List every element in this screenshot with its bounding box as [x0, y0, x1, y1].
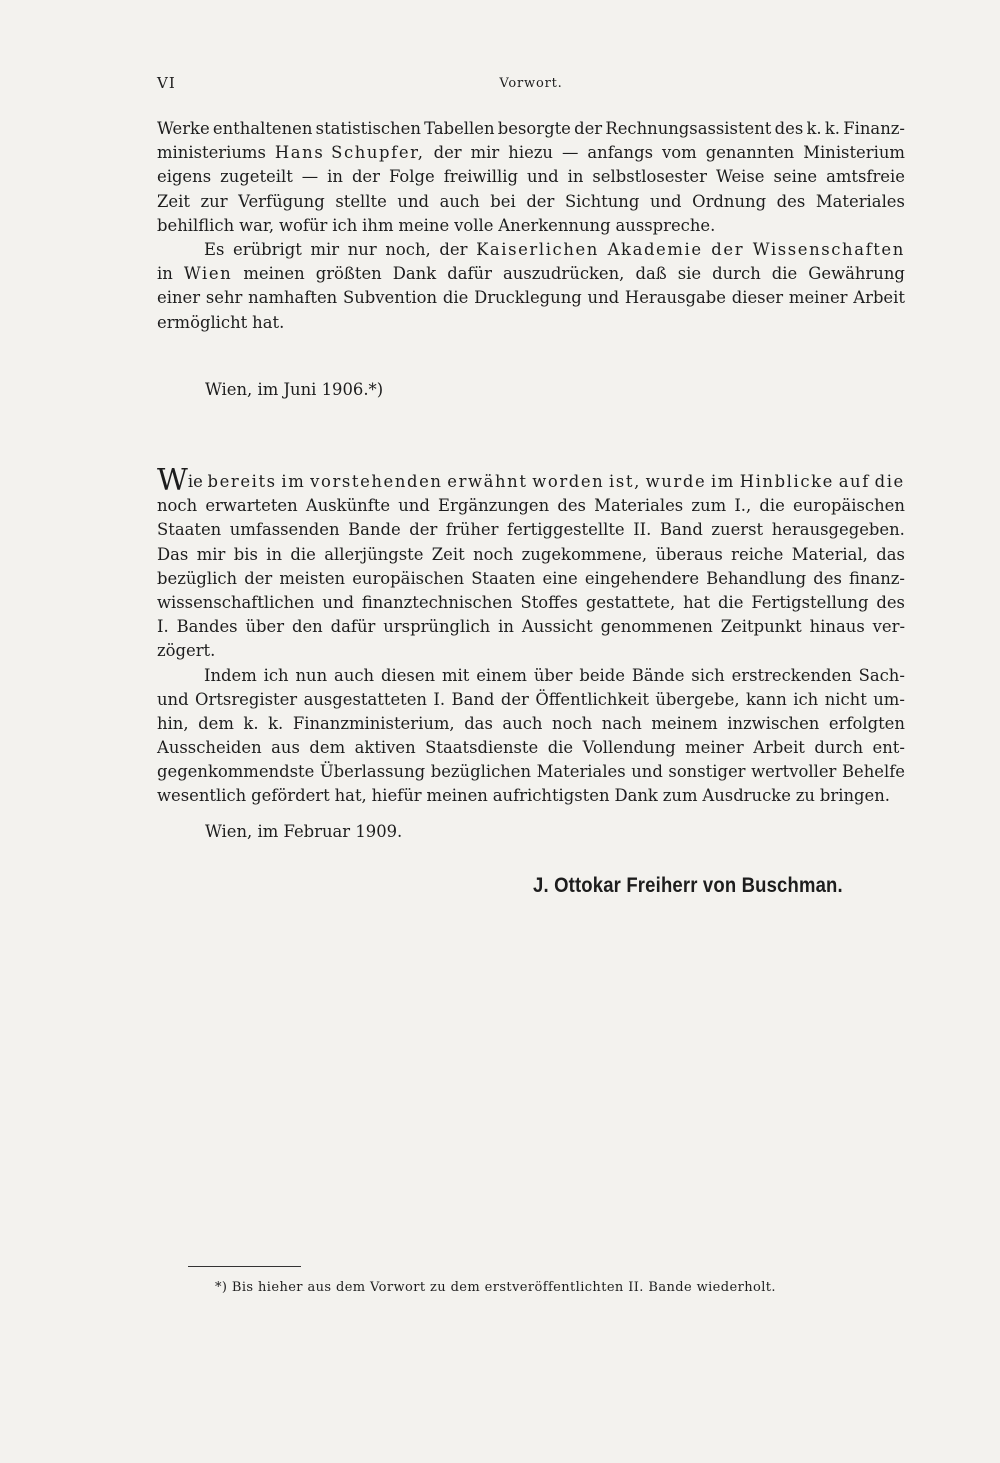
word: eine	[542, 568, 578, 588]
word: gefördert	[251, 786, 330, 806]
word: in	[327, 167, 343, 187]
word: über	[533, 665, 573, 685]
word: im	[281, 472, 306, 491]
word: Akademie	[607, 239, 703, 259]
word: bezüglichen	[430, 762, 532, 782]
word: ent-	[872, 738, 905, 758]
word: auch	[334, 665, 375, 685]
text-line	[157, 165, 905, 189]
word: Staatsdienste	[425, 738, 539, 758]
word: dafür	[447, 264, 492, 284]
word: erwarteten	[205, 496, 298, 516]
word: enthaltenen	[212, 119, 313, 138]
text-line	[157, 518, 905, 542]
word: in	[567, 167, 584, 187]
date-line-1906: Wien, im Juni 1906.*)	[205, 380, 384, 399]
text-line	[157, 463, 905, 498]
word: durch	[814, 738, 864, 758]
word: des	[876, 592, 905, 612]
word: zur	[200, 191, 228, 211]
word: der	[526, 191, 555, 211]
word: I.,	[734, 496, 752, 516]
word: europäischen	[793, 496, 905, 516]
drop-cap-word	[157, 463, 203, 498]
word: über	[245, 617, 285, 637]
word: Bandes	[176, 617, 238, 637]
text-line	[157, 286, 905, 310]
word: ist,	[609, 472, 641, 491]
word: k.	[806, 119, 822, 138]
word: der	[439, 239, 468, 259]
drop-cap: W	[157, 463, 188, 498]
word: meine	[398, 215, 450, 235]
text-line	[157, 567, 905, 591]
word: Staaten	[157, 520, 222, 540]
word: —	[561, 143, 579, 163]
word: bezüglich	[157, 568, 238, 588]
word: dem	[198, 713, 234, 733]
word: größten	[315, 264, 382, 284]
word: der	[409, 520, 438, 540]
word: herausgegeben.	[771, 520, 905, 540]
word: auch	[502, 713, 543, 733]
text-line	[157, 190, 905, 214]
word: und	[157, 689, 189, 709]
word: Anerkennung	[498, 215, 611, 235]
text-line	[157, 664, 905, 688]
text-line	[157, 639, 905, 663]
word: sich	[691, 665, 725, 685]
word: und	[397, 191, 430, 211]
word: nur	[347, 239, 377, 259]
word: gegenkommendste	[157, 762, 315, 782]
word: einer	[157, 288, 201, 308]
word: Überlassung	[319, 762, 426, 782]
word: ich	[332, 215, 358, 235]
word: Drucklegung	[474, 288, 582, 308]
word: Dank	[614, 786, 658, 806]
word: die	[771, 264, 798, 284]
word: ich	[263, 665, 289, 685]
preface-section-1906	[157, 117, 905, 335]
word: zu	[795, 786, 815, 806]
word: I.	[433, 689, 446, 709]
word: ver-	[872, 617, 905, 637]
word: Rechnungsassistent	[605, 119, 772, 138]
word: Ministerium	[803, 143, 905, 163]
word: Vollendung	[582, 738, 676, 758]
word: Staaten	[471, 568, 536, 588]
word: zugekommene,	[521, 544, 648, 564]
word: anfangs	[587, 143, 654, 163]
word: Fertigstellung	[751, 592, 869, 612]
word: Hans Schupfer,	[274, 143, 425, 163]
word: europäischen	[352, 568, 465, 588]
word: die	[442, 288, 469, 308]
word: finanztechnischen	[361, 592, 513, 612]
text-line	[157, 262, 905, 286]
word: hat,	[334, 786, 367, 806]
word: Band	[451, 689, 495, 709]
word: noch	[552, 713, 593, 733]
word: hiezu	[508, 143, 553, 163]
word: Ergänzungen	[438, 496, 550, 516]
word: auch	[439, 191, 480, 211]
word: stellte	[335, 191, 387, 211]
word: bringen.	[819, 786, 890, 806]
word: ausgestatteten	[303, 689, 427, 709]
text-line	[157, 117, 905, 141]
text-line	[157, 311, 905, 335]
word: ausspreche.	[615, 215, 716, 235]
word: aufrichtigsten	[492, 786, 610, 806]
word: Materiales	[536, 762, 626, 782]
word: ich	[793, 689, 819, 709]
word: meisten	[279, 568, 346, 588]
word: mir	[470, 143, 500, 163]
page-header	[157, 74, 905, 98]
word: Zeit	[431, 544, 465, 564]
word: Sach-	[858, 665, 905, 685]
word: erstreckenden	[731, 665, 852, 685]
word: k.	[824, 119, 841, 138]
word: Material,	[791, 544, 868, 564]
word: früher	[445, 520, 499, 540]
word: ursprünglich	[383, 617, 491, 637]
word: Das	[157, 544, 189, 564]
word: zögert.	[157, 641, 216, 661]
word: bereits	[207, 472, 277, 491]
word: bis	[233, 544, 258, 564]
word: Ausscheiden	[157, 738, 262, 758]
word: hiefür	[371, 786, 422, 806]
word: umfassenden	[229, 520, 340, 540]
text-line	[157, 238, 905, 262]
word: Band	[659, 520, 703, 540]
word: ministeriums	[157, 143, 266, 163]
word: wissenschaftlichen	[157, 592, 315, 612]
word: Dank	[392, 264, 437, 284]
word: des	[774, 119, 804, 138]
word: meinen	[243, 264, 305, 284]
word: genommenen	[600, 617, 713, 637]
word: mit	[441, 665, 470, 685]
word: volle	[454, 215, 494, 235]
word: Sichtung	[564, 191, 640, 211]
word: wofür	[279, 215, 328, 235]
word: II.	[633, 520, 652, 540]
word: auszudrücken,	[503, 264, 625, 284]
word: der	[574, 119, 603, 138]
word: Finanzministerium,	[292, 713, 455, 733]
word: zum	[662, 786, 698, 806]
word: ermöglicht	[157, 312, 248, 332]
word: Ortsregister	[195, 689, 298, 709]
word: eingehendere	[584, 568, 700, 588]
word: und	[649, 191, 682, 211]
word: der	[711, 239, 745, 259]
word: Materiales	[815, 191, 905, 211]
word: bei	[490, 191, 516, 211]
word: —	[301, 167, 319, 187]
word: zuerst	[711, 520, 764, 540]
word: Tabellen	[424, 119, 495, 138]
word: Hinblicke	[739, 472, 834, 491]
author-signature: J. Ottokar Freiherr von Buschman.	[533, 873, 843, 897]
word: noch	[157, 496, 198, 516]
word: allerjüngste	[324, 544, 424, 564]
word: Bände	[631, 665, 685, 685]
word: wertvoller	[751, 762, 837, 782]
word: Subvention	[343, 288, 438, 308]
footnote-divider	[188, 1266, 301, 1267]
word: die	[547, 738, 574, 758]
word: aktiven	[354, 738, 416, 758]
text-line	[157, 141, 905, 165]
word: erwähnt	[447, 472, 528, 491]
word: daß	[635, 264, 667, 284]
word: in	[266, 544, 283, 564]
text-line	[157, 543, 905, 567]
text-line	[157, 760, 905, 784]
word: Bande	[348, 520, 401, 540]
word: Verfügung	[238, 191, 325, 211]
date-line-1909: Wien, im Februar 1909.	[205, 822, 403, 841]
word: erfolgten	[828, 713, 905, 733]
word: Behandlung	[706, 568, 807, 588]
word: Aussicht	[521, 617, 593, 637]
word: der	[244, 568, 273, 588]
word: Öffentlichkeit	[535, 689, 649, 709]
running-head: Vorwort.	[499, 76, 563, 91]
word: sie	[677, 264, 702, 284]
word: Auskünfte	[305, 496, 391, 516]
word: meinem	[651, 713, 718, 733]
word: behilflich	[157, 215, 235, 235]
word: und	[398, 496, 430, 516]
word: dieser	[731, 288, 784, 308]
word: k.	[268, 713, 284, 733]
word: durch	[712, 264, 761, 284]
word: in	[157, 264, 173, 284]
word: hat	[683, 592, 711, 612]
word: kann	[746, 689, 787, 709]
text-line	[157, 591, 905, 615]
word: übergebe,	[655, 689, 740, 709]
word: dafür	[330, 617, 376, 637]
word: I.	[157, 617, 169, 637]
word: meiner	[685, 738, 744, 758]
text-line	[157, 736, 905, 760]
word: Wissenschaften	[752, 239, 905, 259]
word: vorstehenden	[310, 472, 443, 491]
word: worden	[532, 472, 605, 491]
word: noch	[473, 544, 514, 564]
word: die	[759, 496, 785, 516]
word: Zeit	[157, 191, 190, 211]
text-line	[157, 712, 905, 736]
word: Folge	[388, 167, 435, 187]
word: im	[710, 472, 735, 491]
word: diesen	[381, 665, 436, 685]
text-line	[157, 214, 905, 238]
word: hinaus	[809, 617, 865, 637]
word: statistischen	[315, 119, 421, 138]
word: nicht	[824, 689, 867, 709]
word: das	[464, 713, 493, 733]
word: war,	[239, 215, 275, 235]
word: überaus	[655, 544, 723, 564]
word: vom	[662, 143, 697, 163]
word: sonstiger	[668, 762, 746, 782]
word: in	[498, 617, 514, 637]
word: mir	[310, 239, 340, 259]
word: besorgte	[497, 119, 571, 138]
text-line	[157, 615, 905, 639]
word: Behelfe	[841, 762, 905, 782]
word: das	[876, 544, 905, 564]
word: inzwischen	[727, 713, 820, 733]
word: Arbeit	[853, 288, 905, 308]
word: genannten	[705, 143, 795, 163]
word: des	[776, 191, 806, 211]
word: nun	[295, 665, 328, 685]
word: Gewährung	[808, 264, 905, 284]
word: erübrigt	[233, 239, 302, 259]
word: Herausgabe	[624, 288, 726, 308]
word: ihm	[362, 215, 394, 235]
text-line	[157, 494, 905, 518]
word: Weise	[715, 167, 765, 187]
word: dem	[309, 738, 346, 758]
word: zugeteilt	[220, 167, 293, 187]
word: Ausdrucke	[702, 786, 791, 806]
word: Es	[204, 239, 225, 259]
word: Ordnung	[692, 191, 767, 211]
text-line	[157, 688, 905, 712]
page-number: VI	[157, 74, 176, 92]
word: des	[557, 496, 586, 516]
word: gestattete,	[585, 592, 676, 612]
word: nach	[601, 713, 642, 733]
word: um-	[873, 689, 905, 709]
preface-section-1909	[157, 463, 905, 809]
word: seine	[773, 167, 818, 187]
word: die	[290, 544, 316, 564]
word: auf	[838, 472, 870, 491]
word: und	[587, 288, 620, 308]
text-line	[157, 784, 905, 808]
word: meinen	[426, 786, 488, 806]
word: hat.	[252, 312, 285, 332]
word: Wien	[183, 264, 233, 284]
word: die	[874, 472, 905, 491]
word: Zeitpunkt	[720, 617, 802, 637]
word: amtsfreie	[826, 167, 905, 187]
word: der	[351, 167, 380, 187]
word: sehr	[205, 288, 243, 308]
word: meiner	[788, 288, 848, 308]
word: ie	[187, 472, 203, 491]
word: aus	[271, 738, 300, 758]
word: Werke	[157, 119, 210, 138]
word: der	[433, 143, 462, 163]
word: und	[527, 167, 559, 187]
word: die	[717, 592, 744, 612]
word: und	[631, 762, 663, 782]
word: der	[500, 689, 529, 709]
word: einem	[476, 665, 527, 685]
word: freiwillig	[443, 167, 519, 187]
word: eigens	[157, 167, 212, 187]
word: Indem	[204, 665, 257, 685]
word: zum	[691, 496, 727, 516]
word: noch,	[385, 239, 431, 259]
word: finanz-	[848, 568, 905, 588]
word: und	[322, 592, 354, 612]
word: Arbeit	[753, 738, 805, 758]
word: fertiggestellte	[507, 520, 625, 540]
word: des	[813, 568, 842, 588]
word: Finanz-	[843, 119, 905, 138]
word: Kaiserlichen	[476, 239, 599, 259]
word: Materiales	[594, 496, 684, 516]
word: k.	[243, 713, 259, 733]
word: wesentlich	[157, 786, 247, 806]
word: wurde	[645, 472, 707, 491]
word: den	[291, 617, 323, 637]
word: reiche	[731, 544, 784, 564]
word: hin,	[157, 713, 189, 733]
word: selbstlosester	[592, 167, 707, 187]
word: Stoffes	[520, 592, 578, 612]
word: namhaften	[248, 288, 338, 308]
word: mir	[196, 544, 226, 564]
footnote: *) Bis hieher aus dem Vorwort zu dem erstveröffentlichten II. Bande wiederholt.	[215, 1280, 776, 1295]
word: beide	[579, 665, 625, 685]
